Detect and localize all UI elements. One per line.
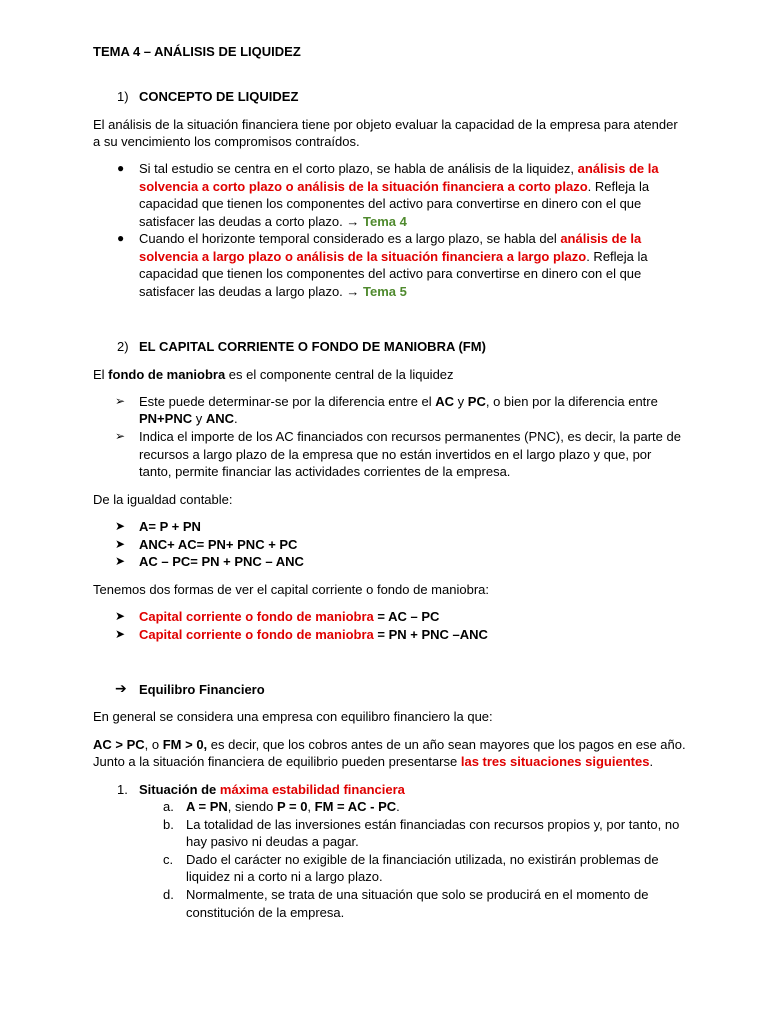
arrow-bullet-icon: ➤ — [115, 609, 126, 623]
arrow-bullet-icon: ➤ — [115, 537, 126, 551]
equation-line: A= P + PN — [139, 519, 201, 534]
list-item-line: satisfacer las deudas a corto plazo. → Tema 4 — [139, 214, 407, 229]
section-heading: EL CAPITAL CORRIENTE O FONDO DE MANIOBRA (FM) — [139, 339, 486, 354]
list-item-line: PN+PNC y ANC. — [139, 411, 238, 426]
arrow-bullet-icon: ➤ — [115, 627, 126, 641]
sublist-letter: a. — [163, 799, 174, 814]
list-item-line: Indica el importe de los AC financiados con recursos permanentes (PNC), es decir, la parte de — [139, 429, 681, 444]
arrow-bullet-icon: ➤ — [115, 554, 126, 568]
sublist-letter: c. — [163, 852, 174, 867]
equation-line: AC – PC= PN + PNC – ANC — [139, 554, 304, 569]
paragraph-line: a su vencimiento los compromisos contraídos. — [93, 134, 360, 149]
document-title: TEMA 4 – ANÁLISIS DE LIQUIDEZ — [93, 44, 301, 59]
sublist-item-line: Dado el carácter no exigible de la financiación utilizada, no existirán problemas de — [186, 852, 659, 867]
list-item-line: satisfacer las deudas a largo plazo. → Tema 5 — [139, 284, 407, 299]
sublist-item-line: constitución de la empresa. — [186, 905, 345, 920]
bullet-icon: ● — [117, 161, 125, 175]
section-heading: CONCEPTO DE LIQUIDEZ — [139, 89, 299, 104]
paragraph-line: De la igualdad contable: — [93, 492, 233, 507]
list-item-line: solvencia a corto plazo o análisis de la situación financiera a corto plazo. Refleja la — [139, 179, 650, 194]
sublist-item-line: hay pasivo ni deudas a pagar. — [186, 834, 359, 849]
sublist-item-line: La totalidad de las inversiones están financiadas con recursos propios y, por tanto, no — [186, 817, 680, 832]
list-item-line: Este puede determinar-se por la diferencia entre el AC y PC, o bien por la diferencia entre — [139, 394, 658, 409]
sublist-item-line: A = PN, siendo P = 0, FM = AC - PC. — [186, 799, 400, 814]
formula-line: Capital corriente o fondo de maniobra = PN + PNC –ANC — [139, 627, 488, 642]
subsection-heading: Equilibro Financiero — [139, 682, 265, 697]
paragraph-line: En general se considera una empresa con equilibro financiero la que: — [93, 709, 493, 724]
list-item-line: Situación de máxima estabilidad financiera — [139, 782, 405, 797]
sublist-item-line: Normalmente, se trata de una situación que solo se producirá en el momento de — [186, 887, 649, 902]
sublist-letter: b. — [163, 817, 174, 832]
sublist-letter: d. — [163, 887, 174, 902]
section-number: 1) — [117, 89, 129, 104]
bullet-icon: ● — [117, 231, 125, 245]
paragraph-line: Junto a la situación financiera de equilibrio pueden presentarse las tres situaciones siguientes. — [93, 754, 654, 769]
arrow-bullet-icon: ➢ — [115, 394, 126, 408]
paragraph-line: El análisis de la situación financiera tiene por objeto evaluar la capacidad de la empresa para atender — [93, 117, 678, 132]
equation-line: ANC+ AC= PN+ PNC + PC — [139, 537, 298, 552]
list-item-line: capacidad que tienen los componentes del activo para convertirse en dinero con el que — [139, 266, 642, 281]
list-item-line: capacidad que tienen los componentes del activo para convertirse en dinero con el que — [139, 196, 642, 211]
formula-line: Capital corriente o fondo de maniobra = AC – PC — [139, 609, 440, 624]
list-item-line: Si tal estudio se centra en el corto plazo, se habla de análisis de la liquidez, análisis de la — [139, 161, 659, 176]
sublist-item-line: liquidez ni a corto ni a largo plazo. — [186, 869, 383, 884]
paragraph-line: El fondo de maniobra es el componente central de la liquidez — [93, 367, 454, 382]
paragraph-line: AC > PC, o FM > 0, es decir, que los cobros antes de un año sean mayores que los pagos en ese año. — [93, 737, 686, 752]
list-item-line: solvencia a largo plazo o análisis de la situación financiera a largo plazo. Refleja la — [139, 249, 648, 264]
list-number: 1. — [117, 782, 128, 797]
section-number: 2) — [117, 339, 129, 354]
heavy-arrow-icon: ➔ — [115, 680, 127, 696]
list-item-line: tanto, permite financiar las actividades corrientes de la empresa. — [139, 464, 511, 479]
paragraph-line: Tenemos dos formas de ver el capital corriente o fondo de maniobra: — [93, 582, 489, 597]
arrow-bullet-icon: ➢ — [115, 429, 126, 443]
arrow-bullet-icon: ➤ — [115, 519, 126, 533]
list-item-line: Cuando el horizonte temporal considerado es a largo plazo, se habla del análisis de la — [139, 231, 642, 246]
list-item-line: recursos a largo plazo de la empresa que no están invertidos en el largo plazo y que, por — [139, 447, 652, 462]
